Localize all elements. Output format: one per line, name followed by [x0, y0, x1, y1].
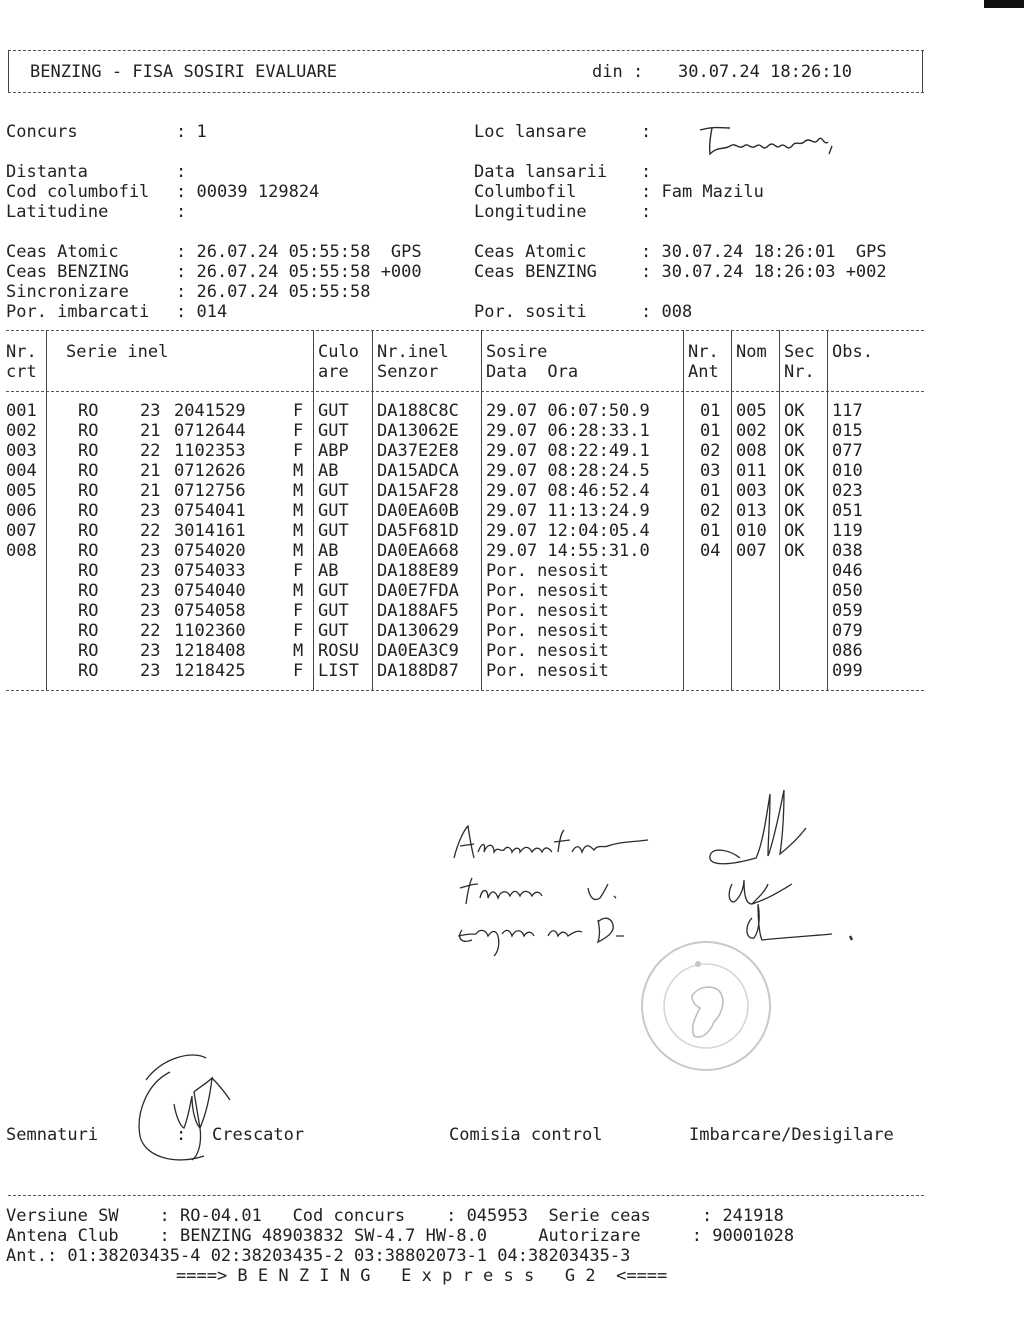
cell-sosire: 29.07 06:28:33.1	[486, 421, 650, 441]
comisia-control-label: Comisia control	[449, 1125, 603, 1145]
cell-nom: 003	[736, 481, 767, 501]
column-divider	[313, 330, 314, 690]
din-datetime: 30.07.24 18:26:10	[678, 62, 852, 82]
cell-inel: 0754033	[174, 561, 246, 581]
info-value: : 26.07.24 05:55:58 GPS	[176, 242, 422, 262]
cell-senzor: DA15AF28	[377, 481, 459, 501]
cell-senzor: DA13062E	[377, 421, 459, 441]
document-title: BENZING - FISA SOSIRI EVALUARE	[30, 62, 338, 82]
info-value: : Fam Mazilu	[641, 182, 764, 202]
cell-culoare: GUT	[318, 621, 349, 641]
cell-senzor: DA5F681D	[377, 521, 459, 541]
cell-an: 23	[140, 541, 161, 561]
cell-sosire: 29.07 08:46:52.4	[486, 481, 650, 501]
cell-culoare: GUT	[318, 501, 349, 521]
footer-ant-line: Ant.: 01:38203435-4 02:38203435-2 03:38802073-1 04:38203435-3	[6, 1246, 631, 1266]
table-bottom-border	[6, 690, 924, 691]
column-header: Culo	[318, 342, 359, 362]
cell-obs: 010	[832, 461, 863, 481]
cell-sosire: Por. nesosit	[486, 561, 609, 581]
footer-separator	[8, 1195, 924, 1196]
table-header-separator	[6, 391, 924, 392]
info-value: : 00039 129824	[176, 182, 320, 202]
cell-nr: 006	[6, 501, 37, 521]
cell-obs: 051	[832, 501, 863, 521]
cell-obs: 119	[832, 521, 863, 541]
info-value: : 26.07.24 05:55:58	[176, 282, 371, 302]
cell-obs: 079	[832, 621, 863, 641]
cell-culoare: AB	[318, 461, 339, 481]
cell-obs: 086	[832, 641, 863, 661]
cell-an: 23	[140, 641, 161, 661]
cell-an: 23	[140, 501, 161, 521]
club-stamp-seal	[636, 936, 776, 1076]
breeder-signature	[126, 1044, 266, 1174]
header-top-border	[8, 50, 924, 51]
scan-edge-mark	[984, 0, 1024, 8]
svg-text:Mocanu V.: Mocanu V.	[448, 892, 454, 893]
footer-version-line: Versiune SW : RO-04.01 Cod concurs : 045953 Serie ceas : 241918	[6, 1206, 784, 1226]
cell-tara: RO	[78, 601, 99, 621]
info-label: Ceas Atomic	[474, 242, 587, 262]
cell-ant: 02	[700, 441, 721, 461]
cell-ant: 03	[700, 461, 721, 481]
header-bottom-border	[8, 92, 924, 93]
info-value: :	[176, 202, 187, 222]
cell-an: 23	[140, 581, 161, 601]
cell-sex: M	[293, 521, 304, 541]
cell-tara: RO	[78, 421, 99, 441]
cell-nr: 002	[6, 421, 37, 441]
cell-tara: RO	[78, 481, 99, 501]
cell-sex: F	[293, 601, 304, 621]
cell-ant: 02	[700, 501, 721, 521]
cell-sec: OK	[784, 501, 805, 521]
cell-an: 23	[140, 601, 161, 621]
cell-nom: 005	[736, 401, 767, 421]
cell-an: 22	[140, 521, 161, 541]
cell-sex: F	[293, 401, 304, 421]
cell-sosire: 29.07 08:22:49.1	[486, 441, 650, 461]
cell-tara: RO	[78, 661, 99, 681]
info-value: : 014	[176, 302, 228, 322]
cell-sex: F	[293, 421, 304, 441]
cell-sosire: 29.07 12:04:05.4	[486, 521, 650, 541]
column-header: are	[318, 362, 349, 382]
cell-sec: OK	[784, 521, 805, 541]
info-label: Loc lansare	[474, 122, 587, 142]
cell-tara: RO	[78, 581, 99, 601]
cell-sosire: Por. nesosit	[486, 581, 609, 601]
cell-senzor: DA188E89	[377, 561, 459, 581]
cell-sex: F	[293, 441, 304, 461]
info-label: Ceas Atomic	[6, 242, 119, 262]
cell-an: 22	[140, 441, 161, 461]
cell-inel: 0712756	[174, 481, 246, 501]
info-label: Sincronizare	[6, 282, 129, 302]
cell-culoare: AB	[318, 561, 339, 581]
cell-tara: RO	[78, 541, 99, 561]
cell-inel: 0754040	[174, 581, 246, 601]
svg-text:Ciorjoveanu D.: Ciorjoveanu D.	[448, 952, 457, 953]
cell-nom: 011	[736, 461, 767, 481]
cell-obs: 059	[832, 601, 863, 621]
cell-sex: M	[293, 581, 304, 601]
cell-senzor: DA0EA60B	[377, 501, 459, 521]
cell-obs: 023	[832, 481, 863, 501]
cell-sosire: Por. nesosit	[486, 641, 609, 661]
cell-inel: 0712644	[174, 421, 246, 441]
cell-sex: M	[293, 461, 304, 481]
cell-sec: OK	[784, 541, 805, 561]
info-label: Latitudine	[6, 202, 109, 222]
cell-culoare: ROSU	[318, 641, 359, 661]
cell-nom: 013	[736, 501, 767, 521]
semnaturi-label: Semnaturi	[6, 1125, 99, 1145]
svg-text:Abalaxei Stefan: Abalaxei Stefan	[448, 822, 458, 823]
cell-an: 21	[140, 461, 161, 481]
cell-an: 21	[140, 421, 161, 441]
info-label: Ceas BENZING	[474, 262, 597, 282]
cell-sex: M	[293, 541, 304, 561]
cell-an: 21	[140, 481, 161, 501]
cell-sex: F	[293, 561, 304, 581]
cell-nr: 001	[6, 401, 37, 421]
info-value: :	[641, 202, 652, 222]
column-divider	[731, 330, 732, 690]
column-header: Nr.inel	[377, 342, 449, 362]
table-top-border	[6, 330, 924, 331]
cell-sec: OK	[784, 441, 805, 461]
cell-obs: 046	[832, 561, 863, 581]
column-divider	[827, 330, 828, 690]
cell-sex: F	[293, 621, 304, 641]
cell-inel: 1218425	[174, 661, 246, 681]
cell-obs: 099	[832, 661, 863, 681]
info-label: Data lansarii	[474, 162, 608, 182]
cell-nr: 008	[6, 541, 37, 561]
cell-sosire: 29.07 08:28:24.5	[486, 461, 650, 481]
cell-sosire: Por. nesosit	[486, 661, 609, 681]
din-label: din :	[592, 62, 644, 82]
semnaturi-colon: :	[176, 1125, 187, 1145]
column-header: Obs.	[832, 342, 873, 362]
cell-tara: RO	[78, 401, 99, 421]
cell-tara: RO	[78, 521, 99, 541]
column-header: Senzor	[377, 362, 439, 382]
cell-tara: RO	[78, 461, 99, 481]
cell-an: 23	[140, 401, 161, 421]
column-divider	[779, 330, 780, 690]
info-label: Columbofil	[474, 182, 577, 202]
cell-culoare: ABP	[318, 441, 349, 461]
cell-sosire: 29.07 06:07:50.9	[486, 401, 650, 421]
cell-tara: RO	[78, 441, 99, 461]
header-left-border	[8, 50, 9, 92]
cell-culoare: AB	[318, 541, 339, 561]
cell-sec: OK	[784, 461, 805, 481]
cell-nr: 003	[6, 441, 37, 461]
column-header: Nom	[736, 342, 767, 362]
cell-tara: RO	[78, 501, 99, 521]
column-header: Ant	[688, 362, 719, 382]
column-header: Nr.	[6, 342, 37, 362]
cell-inel: 0712626	[174, 461, 246, 481]
cell-sex: M	[293, 481, 304, 501]
cell-inel: 0754020	[174, 541, 246, 561]
column-header: Data Ora	[486, 362, 579, 382]
commission-signatures	[700, 780, 870, 960]
cell-nr: 004	[6, 461, 37, 481]
cell-culoare: GUT	[318, 521, 349, 541]
info-label: Por. imbarcati	[6, 302, 150, 322]
cell-senzor: DA0EA3C9	[377, 641, 459, 661]
column-divider	[372, 330, 373, 690]
info-label: Ceas BENZING	[6, 262, 129, 282]
cell-obs: 077	[832, 441, 863, 461]
column-header: Nr.	[784, 362, 815, 382]
imbarcare-desigilare-label: Imbarcare/Desigilare	[689, 1125, 894, 1145]
info-value: :	[641, 122, 652, 142]
info-value: : 30.07.24 18:26:01 GPS	[641, 242, 887, 262]
cell-an: 23	[140, 661, 161, 681]
cell-nom: 007	[736, 541, 767, 561]
info-value: : 26.07.24 05:55:58 +000	[176, 262, 422, 282]
cell-inel: 1218408	[174, 641, 246, 661]
column-header: Sec	[784, 342, 815, 362]
cell-senzor: DA130629	[377, 621, 459, 641]
handwritten-loc-lansare	[696, 116, 846, 176]
footer-brand-line: ====> B E N Z I N G E x p r e s s G 2 <====	[176, 1266, 668, 1286]
info-value: :	[641, 162, 652, 182]
cell-inel: 1102360	[174, 621, 246, 641]
cell-sex: F	[293, 661, 304, 681]
info-value: :	[176, 162, 187, 182]
cell-sec: OK	[784, 421, 805, 441]
column-header: Serie inel	[66, 342, 169, 362]
footer-antenna-line: Antena Club : BENZING 48903832 SW-4.7 HW-8.0 Autorizare : 90001028	[6, 1226, 795, 1246]
cell-inel: 1102353	[174, 441, 246, 461]
cell-culoare: GUT	[318, 421, 349, 441]
cell-nom: 002	[736, 421, 767, 441]
cell-senzor: DA0EA668	[377, 541, 459, 561]
info-label: Distanta	[6, 162, 88, 182]
cell-obs: 117	[832, 401, 863, 421]
cell-inel: 3014161	[174, 521, 246, 541]
column-divider	[46, 330, 47, 690]
cell-senzor: DA188C8C	[377, 401, 459, 421]
cell-ant: 01	[700, 421, 721, 441]
cell-sosire: 29.07 11:13:24.9	[486, 501, 650, 521]
cell-nom: 008	[736, 441, 767, 461]
cell-senzor: DA15ADCA	[377, 461, 459, 481]
cell-sosire: Por. nesosit	[486, 601, 609, 621]
cell-culoare: GUT	[318, 401, 349, 421]
cell-tara: RO	[78, 641, 99, 661]
cell-tara: RO	[78, 621, 99, 641]
cell-an: 23	[140, 561, 161, 581]
cell-inel: 0754041	[174, 501, 246, 521]
cell-nr: 005	[6, 481, 37, 501]
info-label: Longitudine	[474, 202, 587, 222]
column-divider	[481, 330, 482, 690]
cell-nr: 007	[6, 521, 37, 541]
cell-culoare: GUT	[318, 581, 349, 601]
cell-obs: 038	[832, 541, 863, 561]
cell-culoare: GUT	[318, 481, 349, 501]
cell-senzor: DA188D87	[377, 661, 459, 681]
cell-ant: 01	[700, 401, 721, 421]
cell-an: 22	[140, 621, 161, 641]
crescator-label: Crescator	[212, 1125, 305, 1145]
cell-ant: 01	[700, 521, 721, 541]
cell-obs: 015	[832, 421, 863, 441]
info-label: Concurs	[6, 122, 78, 142]
svg-text:Tecuci: Tecuci	[696, 174, 700, 175]
cell-ant: 04	[700, 541, 721, 561]
info-label: Cod columbofil	[6, 182, 150, 202]
cell-ant: 01	[700, 481, 721, 501]
cell-sex: M	[293, 641, 304, 661]
column-divider	[683, 330, 684, 690]
info-value: : 30.07.24 18:26:03 +002	[641, 262, 887, 282]
cell-culoare: GUT	[318, 601, 349, 621]
header-right-border	[922, 50, 923, 92]
cell-nom: 010	[736, 521, 767, 541]
cell-sosire: 29.07 14:55:31.0	[486, 541, 650, 561]
column-header: crt	[6, 362, 37, 382]
column-header: Nr.	[688, 342, 719, 362]
cell-tara: RO	[78, 561, 99, 581]
column-header: Sosire	[486, 342, 548, 362]
cell-sec: OK	[784, 401, 805, 421]
cell-senzor: DA37E2E8	[377, 441, 459, 461]
cell-senzor: DA0E7FDA	[377, 581, 459, 601]
cell-sex: M	[293, 501, 304, 521]
cell-senzor: DA188AF5	[377, 601, 459, 621]
info-label: Por. sositi	[474, 302, 587, 322]
cell-culoare: LIST	[318, 661, 359, 681]
cell-obs: 050	[832, 581, 863, 601]
cell-sec: OK	[784, 481, 805, 501]
cell-inel: 2041529	[174, 401, 246, 421]
cell-sosire: Por. nesosit	[486, 621, 609, 641]
cell-inel: 0754058	[174, 601, 246, 621]
info-value: : 1	[176, 122, 207, 142]
info-value: : 008	[641, 302, 693, 322]
